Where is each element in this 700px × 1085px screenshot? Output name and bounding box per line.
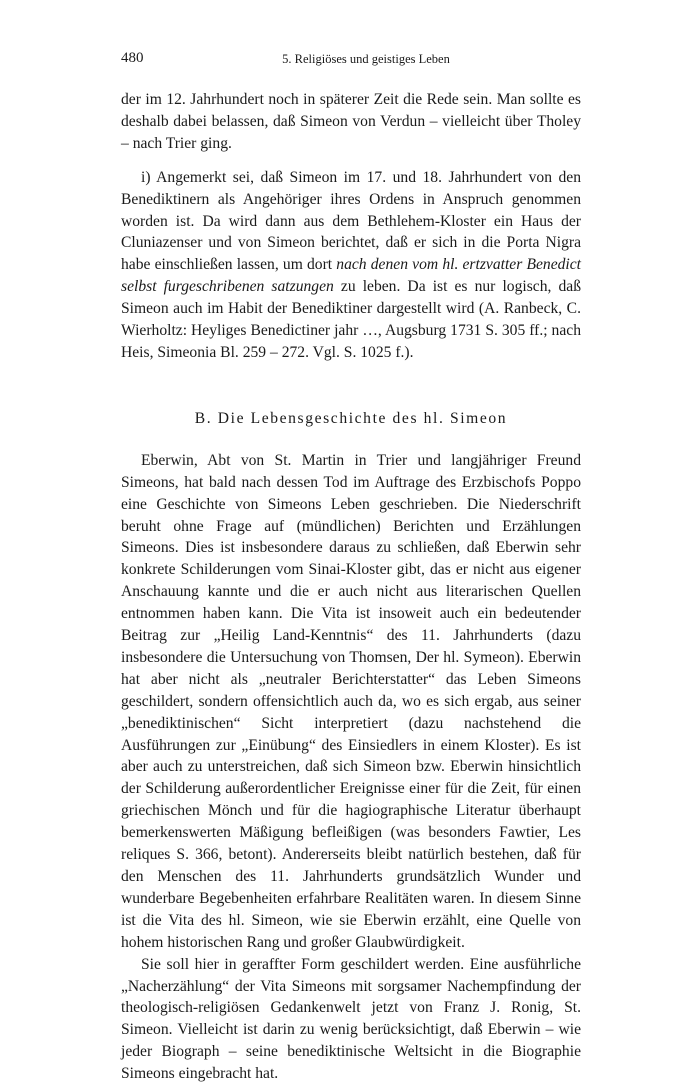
body-paragraph-eberwin: Eberwin, Abt von St. Martin in Trier und langjähriger Freund Simeons, hat bald nach dessen Tod im Auftrage des Erzbischofs Poppo eine Geschichte von Simeons Leben geschrieben. Die Niederschrift beruht ohne Frage auf (mündlichen) Berichten und Erzählungen Simeons. Dies ist insbesondere daraus zu schließen, daß Eberwin sehr konkrete Schilderungen vom Sinai-Kloster gibt, das er nicht aus eigener Anschauung kannte und die er auch nicht aus literarischen Quellen entnommen haben kann. Die Vita ist insoweit auch ein bedeutender Beitrag zur „Heilig Land-Kenntnis“ des 11. Jahrhunderts (dazu insbesondere die Untersuchung von Thomsen, Der hl. Symeon). Eberwin hat aber nicht als „neutraler Berichterstatter“ das Leben Simeons geschildert, sondern offensichtlich auch da, wo es sich ergab, aus seiner „benediktinischen“ Sicht interpretiert (dazu nachstehend die Ausführungen zur „Einübung“ des Einsiedlers in einem Kloster). Es ist aber auch zu unterstreichen, daß sich Simeon bzw. Eberwin hinsichtlich der Schilderung außerordentlicher Ereignisse einer für die Zeit, für einen griechischen Mönch und für die hagiographische Literatur überhaupt bemerkenswerten Mäßigung befleißigen (was besonders Fawtier, Les reliques S. 366, betont). Andererseits bleibt natürlich bestehen, daß für den Menschen des 11. Jahrhunderts grundsätzlich Wunder und wunderbare Begebenheiten erfahrbare Realitäten waren. In diesem Sinne ist die Vita des hl. Simeon, wie sie Eberwin erzählt, eine Quelle von hohem historischen Rang und großer Glaubwürdigkeit. xyxy=(121,451,581,951)
italic-quotation: nach denen vom hl. ertzvatter Benedict selbst furgeschribenen satzungen xyxy=(121,256,581,296)
page-number: 480 xyxy=(121,50,144,66)
note-text-start: i) Angemerkt sei, daß Simeon im 17. und 18. Jahrhundert von den Benediktinern als Angehöriger ihres Ordens in Anspruch genommen worden ist. Da wird dann aus dem Bethlehem-Kloster ein Haus der Cluniazenser und von Simeon berichtet, daß er sich in die Porta Nigra habe einschließen lassen, um dort xyxy=(121,168,581,274)
page-header xyxy=(121,50,581,72)
running-head: 5. Religiöses und geistiges Leben xyxy=(282,52,450,66)
note-text-end: zu leben. Da ist es nur logisch, daß Simeon auch im Habit der Benediktiner dargestellt wird (A. Ranbeck, C. Wierholtz: Heyliges Benedictiner jahr …, Augsburg 1731 S. 305 ff.; nach Heis, Simeonia Bl. 259 – 272. Vgl. S. 1025 f.). xyxy=(121,278,581,361)
note-paragraph-i xyxy=(121,167,581,364)
body-paragraph-summary: Sie soll hier in geraffter Form geschildert werden. Eine ausführliche „Nacherzählung“ der Vita Simeons mit sorgsamer Nachempfindung der theologisch-religiösen Gedankenwelt jetzt von Franz J. Ronig, St. Simeon. Vielleicht ist darin zu wenig berücksichtigt, daß Eberwin – wie jeder Biograph – seine benediktinische Weltsicht in die Biographie Simeons eingebracht hat. xyxy=(121,955,581,1083)
text-block xyxy=(121,89,581,1085)
section-heading: B. Die Lebensgeschichte des hl. Simeon xyxy=(194,409,508,427)
continued-paragraph: der im 12. Jahrhundert noch in späterer Zeit die Rede sein. Man sollte es deshalb dabei belassen, daß Simeon von Verdun – vielleicht über Tholey – nach Trier ging. xyxy=(121,91,581,152)
